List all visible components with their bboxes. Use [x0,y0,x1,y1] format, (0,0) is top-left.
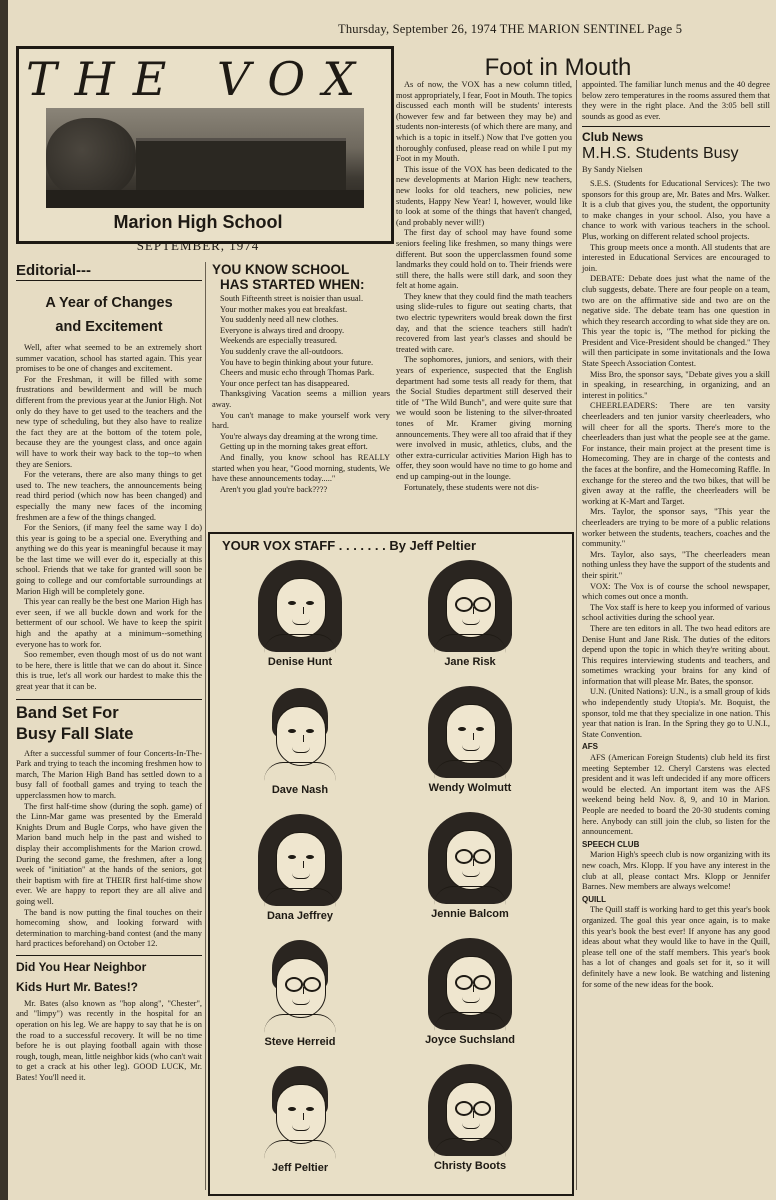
editorial-paragraph: This year can really be the best one Marion High has ever seen, if we all buckle down and work for the betterment of our school. We have to keep the spirit high and the apathy at a minimum--something everyone has to work for. [16,597,202,649]
glasses-icon [473,597,491,612]
staff-portrait [258,688,342,780]
foot-paragraph: The sophomores, juniors, and seniors, with their years of experience, suspected that the English department had some tests all ready for them, that the Social Studies department still deserved their title of "The Wild Bunch", and were quite sure that we would soon be listening to the silver-throated tones of Mr. Kramer giving morning announcements. They were all too afraid that if they were involved in music, athletics, clubs, and the other extra-curricular activities Marion High has to offer, they soon would have no time to go home and end up camping-out in the lounge. [396,355,572,481]
club-item-text: This group meets once a month. All students that are interested in Educational Services are encouraged to join. [582,242,770,273]
eye-icon [288,855,296,859]
portrait-face [446,956,496,1016]
glasses-icon [473,975,491,990]
club-item-heading: QUILL [582,894,606,904]
portrait-face [276,832,326,892]
vox-staff-title: YOUR VOX STAFF . . . . . . . By Jeff Peltier [222,538,477,553]
band-body [16,749,202,950]
school-line: You suddenly crave the all-outdoors. [220,346,344,356]
staff-portrait [258,814,342,906]
club-item-text: CHEERLEADERS: There are ten varsity cheerleaders and ten junior varsity cheerleaders, who will cheer for all the sports. There's more to the cheerleaders than just what the people see at the game. For instance, their main project at the present time is Homecoming. They are in charge of the contests and the faces at the bonfire, and the Homecoming Raffle. In exchange for the stereo and the two bikes, that will be given away at the raffle, the cheerleaders will be working at K-Mart and Target. [582,401,770,506]
club-news-byline: By Sandy Nielsen [582,165,643,175]
band-paragraph: After a successful summer of four Concerts-In-The-Park and trying to teach the incoming freshmen how to march, The Marion High Band has settled down to a busy fall of football games and trying to teach the upperclassmen how to march. [16,748,202,800]
nose-icon [299,987,304,994]
school-line: You can't manage to make yourself work very hard. [212,410,390,431]
school-line: Everyone is always tired and droopy. [220,325,345,335]
glasses-icon [303,977,321,992]
club-item-text: AFS (American Foreign Students) club held its first meeting September 12. Cheryl Carstens was elected president and it was left undecided if any more officers would be elected. An important item was the AFS weekend being held Nov. 8, 9, and 10 in Marion. People are needed to board the 20-30 students coming here. Anybody can still join the club, so listen for the announcement. [582,753,770,837]
school-line: Getting up in the morning takes great effort. [220,442,368,452]
club-item-text: Mrs. Taylor, also says, "The cheerleaders mean nothing unless they have the support of the students and their spirit." [582,549,770,580]
mouth-icon [292,873,310,879]
school-line: Aren't you glad you're back???? [220,484,328,494]
nose-icon [469,607,474,614]
eye-icon [306,1107,314,1111]
foot-in-mouth-headline: Foot in Mouth [484,54,632,81]
foot-continuation: appointed. The familiar lunch menus and the 40 degree below zero temperatures in the rooms assured them that they were in the right place. And the 3:05 bell still sounds as good as ever. [582,80,770,121]
photo-building [136,138,346,193]
portrait-shoulders [434,760,506,779]
club-item-text: Marion High's speech club is now organizing with its new coach, Mrs. Klopp. If you have any interest in the club at all, please contact Mrs. Klopp or Jennifer Barnes. New members are always welcome! [582,850,770,892]
portrait-shoulders [264,1014,336,1033]
divider [16,699,202,700]
neighbor-headline-2: Kids Hurt Mr. Bates!? [16,979,139,994]
eye-icon [306,729,314,733]
nose-icon [299,607,304,614]
neighbor-body [16,999,202,1084]
school-line: You're always day dreaming at the wrong time. [220,431,378,441]
editorial-column [16,262,202,1084]
staff-name: Wendy Wolmutt [428,782,512,794]
school-body [212,294,390,495]
club-item-text: Mrs. Taylor, the sponsor says, "This year the cheerleaders are trying to be more of a public relations worker between the students, teachers, coaches and the community." [582,507,770,549]
photo-tree [46,118,136,198]
staff-name: Jennie Balcom [431,908,509,920]
staff-name: Jane Risk [444,656,496,668]
masthead-date: SEPTEMBER, 1974 [136,238,260,253]
nose-icon [299,861,304,868]
mouth-icon [462,997,480,1003]
club-item-text: The Quill staff is working hard to get this year's book organized. The goal this year once again, is to make this year's book the best ever! If anyone has any good ideas about what they would like to have in the Quill, please tell one of the staff members. This year's book has a lot of changes and goals set for it, so it will definitely have a new look. Be watching and listening for some of the new ideas for the book. [582,905,770,989]
eye-icon [306,601,314,605]
portrait-face [446,578,496,638]
staff-portrait [428,938,512,1030]
eye-icon [476,727,484,731]
band-paragraph: The first half-time show (during the soph. game) of the Linn-Mar game was presented by the Emerald Knights Drum and Bugle Corps, who have given the Marion band much help in the past and wished to display their accomplishments for the Marion crowd. During the second game, the freshmen, after a long week of "initiation" at the hands of the seniors, got their baptism with fire at THEIR first half-time show ever. We are happy to report they are all alive and going well. [16,801,202,906]
eye-icon [288,601,296,605]
club-news-label: Club News [582,130,644,145]
nose-icon [469,1111,474,1118]
neighbor-headline-1: Did You Hear Neighbor [16,959,147,974]
editorial-headline-2: and Excitement [55,319,163,335]
column-rule [205,262,206,1190]
editorial-body [16,343,202,693]
mouth-icon [292,619,310,625]
mouth-icon [292,1125,310,1131]
foot-paragraph: As of now, the VOX has a new column titled, most appropriately, I fear, Foot in Mouth. The topics discussed each month will be students' interests (however few and far between they may be) and students non-interests (of which there are many, and which is a topic in itself.) Now that I've gotten you thoroughly confused, please read on while I put my Foot in my Mouth. [396,80,572,164]
mouth-icon [462,745,480,751]
foot-paragraph: They knew that they could find the math teachers using slide-rules to figure out seating charts, that two electric typewriters would break down the first day, and that the science teachers still hadn't recovered from last year's classes and should be treated with care. [396,291,572,354]
staff-portrait [428,560,512,652]
club-item-text: Miss Bro, the sponsor says, "Debate gives you a skill in speaking, in researching, in organizing, and an interest in politics." [582,369,770,400]
school-line: Weekends are especially treasured. [220,336,337,346]
staff-portrait [428,812,512,904]
mouth-icon [292,747,310,753]
editorial-paragraph: Soo remember, even though most of us do not want to be here, there is little that we can do about it. Since this is true, let's all work our hardest to make this the great year that it can be. [16,650,202,691]
school-line: Your once perfect tan has disappeared. [220,378,350,388]
foot-body [396,80,572,493]
staff-name: Christy Boots [433,1160,507,1172]
divider [16,955,202,956]
club-item-text: U.N. (United Nations): U.N., is a small group of kids who independently study Utopia's. Mr. Boquist, the sponsor, told me that they specialize in one nation. This year that nation is Iran. In the Spring they go to U.N.I., State Convention. [582,687,770,739]
portrait-shoulders [434,886,506,905]
staff-portrait [428,1064,512,1156]
mouth-icon [462,871,480,877]
masthead-title: THE VOX [26,52,374,106]
staff-portrait [258,560,342,652]
school-started-column [212,262,390,495]
club-item-heading: AFS [582,742,598,752]
column-rule [576,80,577,1190]
portrait-face [276,1084,326,1144]
portrait-shoulders [264,1140,336,1159]
school-line: You have to begin thinking about your future. [220,357,374,367]
staff-portrait [428,686,512,778]
portrait-shoulders [264,762,336,781]
foot-paragraph: This issue of the VOX has been dedicated to the new developments at Marion High: new teachers, new looks for old teachers, new policies, new students, Happy New Year! I, however, would like to look at some of the things that haven't changed, (and probably never will!) [396,164,572,227]
school-headline-1: YOU KNOW SCHOOL [212,262,350,277]
portrait-face [276,578,326,638]
foot-paragraph: Fortunately, these students were not dis- [404,482,539,492]
eye-icon [458,727,466,731]
staff-name: Dana Jeffrey [266,910,334,922]
club-item-text: There are ten editors in all. The two head editors are Denise Hunt and Jane Risk. The duties of the editors depend upon the topic in which they're writing about. This requires interviewing students and teachers, and sometimes wracking your brains for any kind of information that will please Mr. Bates, the sponsor. [582,623,770,686]
school-line: Your mother makes you eat breakfast. [220,304,348,314]
staff-name: Jeff Peltier [271,1162,329,1174]
editorial-paragraph: For the veterans, there are also many things to get used to. The new teachers, the announcements being read third period (which now has been changed) and especially the many new faces of the incoming freshmen are a few of the things changed. [16,470,202,522]
school-photo [46,108,364,208]
club-news-headline: M.H.S. Students Busy [582,145,739,163]
portrait-shoulders [264,634,336,653]
club-news-body [582,179,770,990]
eye-icon [288,1107,296,1111]
portrait-shoulders [434,634,506,653]
nose-icon [469,985,474,992]
nose-icon [469,859,474,866]
newspaper-page [8,0,776,1200]
staff-name: Joyce Suchsland [425,1034,515,1046]
band-headline-2: Busy Fall Slate [16,724,134,743]
school-line: Thanksgiving Vacation seems a million years away. [212,389,390,409]
staff-name: Dave Nash [271,784,329,796]
eye-icon [288,729,296,733]
divider [582,126,770,127]
page-header: Thursday, September 26, 1974 THE MARION SENTINEL Page 5 [338,22,683,36]
school-line: South Fifteenth street is noisier than usual. [220,294,364,303]
foot-in-mouth-column [396,80,572,493]
club-item-heading: SPEECH CLUB [582,839,640,849]
mouth-icon [462,619,480,625]
staff-name: Denise Hunt [267,656,333,668]
club-item-text: DEBATE: Debate does just what the name of the club suggests, debate. There are four people on a team, two are on the affirmative side and two are on the negative side. The debate team has one question in which they research according to what side they are on. This year the topic is, "The method for picking the President and Vice-President should be changed." They will then participate in some invitationals and the Iowa State Speech Association Contest. [582,274,770,369]
foot-paragraph: The first day of school may have found some seniors feeling like freshmen, so many things were different. But soon the upperclassmen found some landmarks they could hold on to. Their friends were still there, the halls were still dark, and soon they felt at home again. [396,228,572,291]
portrait-face [276,706,326,766]
editorial-paragraph: Well, after what seemed to be an extremely short summer vacation, school has started again. This year promises to be one of changes and excitement. [16,343,202,374]
school-name: Marion High School [113,212,283,232]
mouth-icon [292,999,310,1005]
band-headline-1: Band Set For [16,703,119,722]
club-item-text: The Vox staff is here to keep you informed of various school activities during the school year. [582,602,770,623]
staff-name: Steve Herreid [264,1036,336,1048]
editorial-paragraph: For the Seniors, (if many feel the same way I do) this year is going to be a special one. Everything and anything we do this year is meaningful because it may be the last time we will ever do it, especially at this school. Friends that we take for granted will soon be going to college and our comfortable surroundings at Marion High will be completely gone. [16,523,202,596]
portrait-shoulders [434,1012,506,1031]
band-paragraph: The band is now putting the final touches on their homecoming show, and looking forward with determination to marching-band contest (and the many hard practices beforehand) on October 12. [16,907,202,949]
portrait-face [446,830,496,890]
editorial-headline-1: A Year of Changes [45,295,173,311]
eye-icon [306,855,314,859]
portrait-face [446,1082,496,1142]
school-line: And finally, you know school has REALLY started when you hear, "Good morning, students, We have these announcements today....." [212,452,390,484]
club-news-column [582,80,770,990]
glasses-icon [473,1101,491,1116]
portrait-face [446,704,496,764]
neighbor-paragraph: Mr. Bates (also known as "hop along", "Chester", and "limpy") was recently in the hospital for an operation on his leg. We are happy to say that he is on the road to a successful recovery. It will be no time before he is out playing football again with those rough, tough, mean, little neighbor kids (who can't wait to get a crack at his other leg). GOOD LUCK, Mr. Bates! You'll need it. [16,998,202,1083]
school-headline-2: HAS STARTED WHEN: [220,277,365,292]
staff-portrait [258,940,342,1032]
staff-portrait [258,1066,342,1158]
school-line: Cheers and music echo through Thomas Park. [220,368,375,378]
editorial-label: Editorial--- [16,262,202,281]
portrait-shoulders [434,1138,506,1157]
editorial-paragraph: For the Freshman, it will be filled with some frustrations and bewilderment and will be much different from the previous year at the Junior High. Not only do they have to get used to the teachers and the new type of scheduling, but they also have to realize the fact they are at the bottom of the totem pole, because they are the youngest class, and once again will have to work their way back to the top--to when they are Seniors. [16,374,202,469]
glasses-icon [473,849,491,864]
photo-ground [46,190,364,208]
mouth-icon [462,1123,480,1129]
nose-icon [469,733,474,740]
school-line: You suddenly need all new clothes. [220,315,339,325]
nose-icon [299,1113,304,1120]
club-item-text: VOX: The Vox is of course the school newspaper, which comes out once a month. [582,581,770,602]
nose-icon [299,735,304,742]
club-item-text: S.E.S. (Students for Educational Services): The two sponsors for this group are, Mr. Bates and Mrs. Walker. It is a club that gives you, the student, the opportunity to make changes in your school. Also, you have a chance to work with various teachers in the school. Plus, working on different related school projects. [582,178,770,241]
portrait-shoulders [264,888,336,907]
portrait-face [276,958,326,1018]
